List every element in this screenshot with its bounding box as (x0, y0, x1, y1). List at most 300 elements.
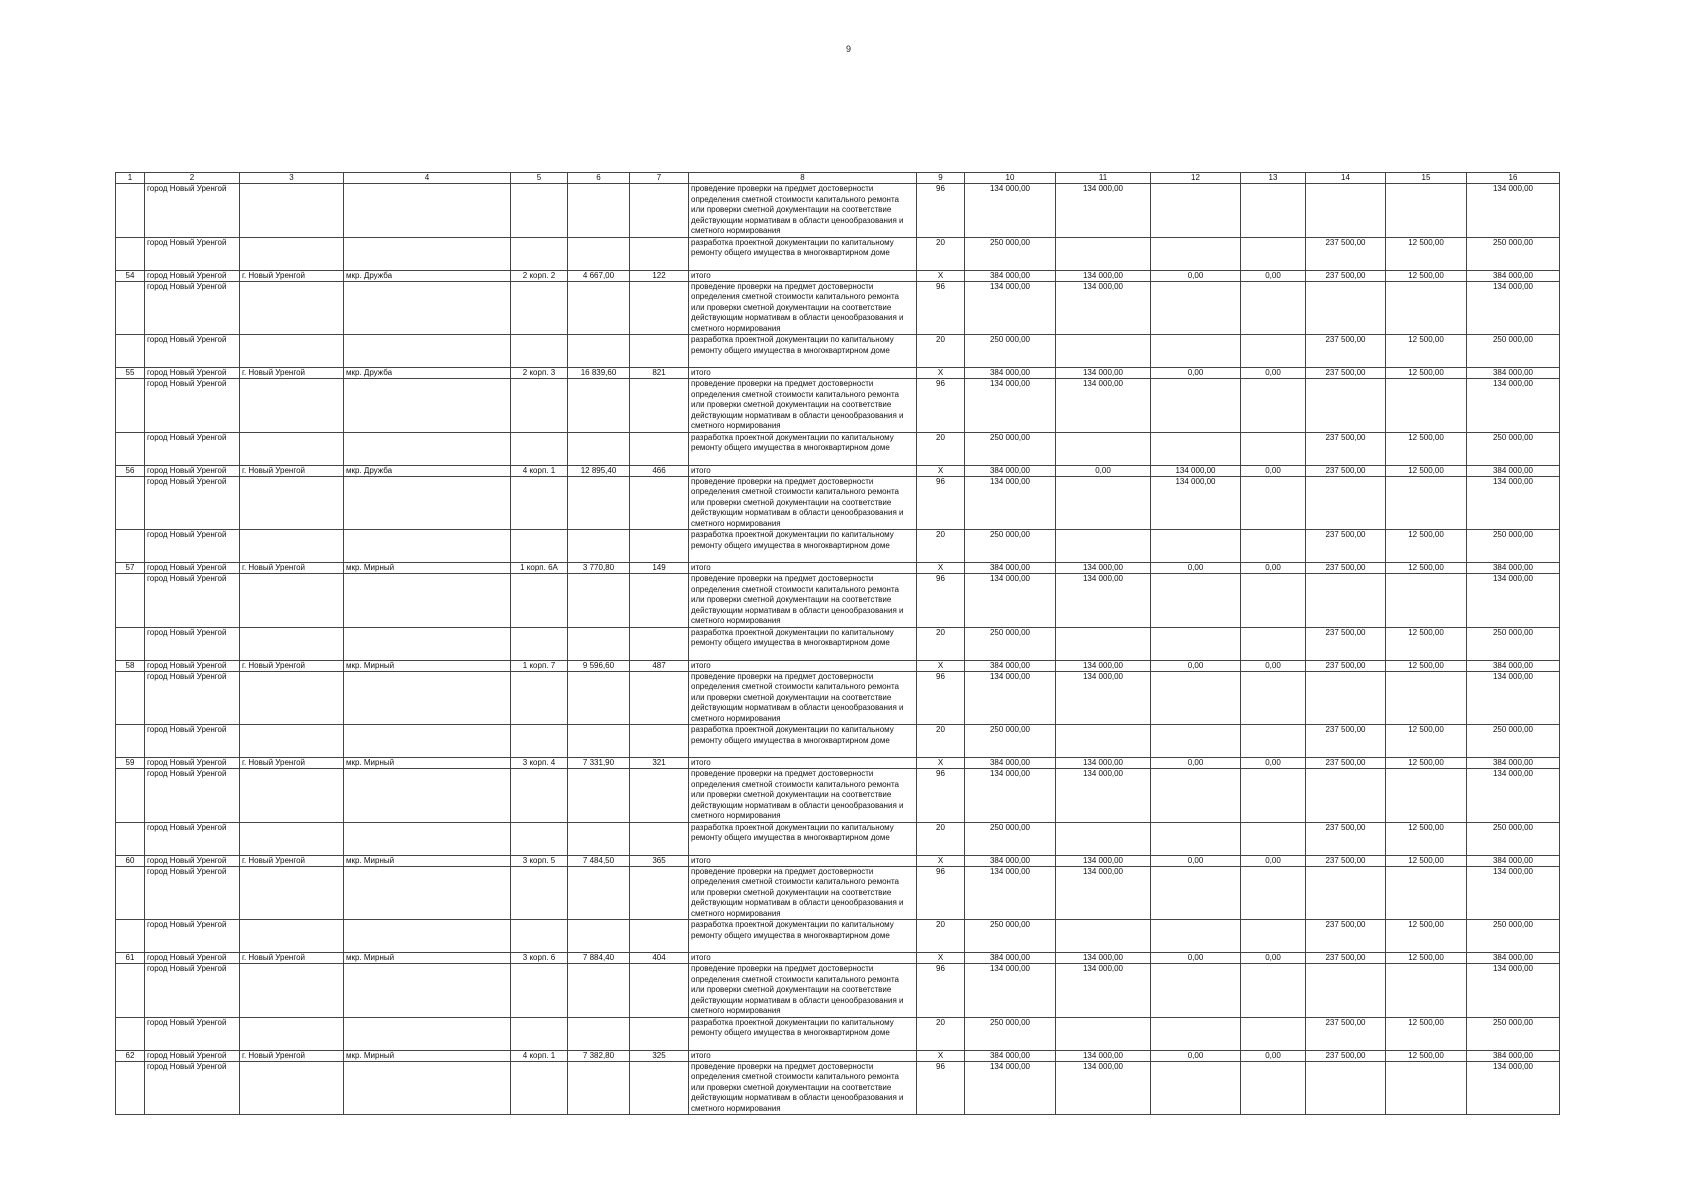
cell-col-16: 134 000,00 (1467, 184, 1560, 238)
cell-col-10: 134 000,00 (965, 184, 1056, 238)
cell-col-15: 12 500,00 (1386, 725, 1467, 758)
header-cell: 10 (965, 173, 1056, 184)
cell-col-6 (568, 574, 630, 628)
cell-col-15 (1386, 281, 1467, 335)
header-cell: 7 (630, 173, 689, 184)
cell-col-7: 466 (630, 465, 689, 476)
cell-col-5 (511, 920, 568, 953)
cell-col-8: разработка проектной документации по капитальному ремонту общего имущества в многоквартирном доме (689, 530, 917, 563)
cell-col-2: город Новый Уренгой (145, 379, 240, 433)
cell-col-15: 12 500,00 (1386, 627, 1467, 660)
cell-col-14: 237 500,00 (1306, 530, 1386, 563)
cell-col-1 (116, 964, 145, 1018)
cell-col-6 (568, 822, 630, 855)
cell-col-10: 250 000,00 (965, 725, 1056, 758)
cell-col-4 (344, 920, 511, 953)
cell-col-12 (1151, 866, 1241, 920)
cell-col-15: 12 500,00 (1386, 465, 1467, 476)
cell-col-8: итого (689, 758, 917, 769)
cell-col-13 (1241, 769, 1306, 823)
cell-col-3: г. Новый Уренгой (240, 1050, 344, 1061)
cell-col-15: 12 500,00 (1386, 822, 1467, 855)
cell-col-6: 9 596,60 (568, 660, 630, 671)
cell-col-8: проведение проверки на предмет достоверности определения сметной стоимости капитального ремонта или проверки сметной документации на соответствие действующим нормативам в области ценообразования и сметного нормирования (689, 769, 917, 823)
cell-col-3 (240, 574, 344, 628)
cell-col-2: город Новый Уренгой (145, 237, 240, 270)
cell-col-6 (568, 920, 630, 953)
total-row (116, 758, 1560, 769)
cell-col-2: город Новый Уренгой (145, 660, 240, 671)
cell-col-7 (630, 920, 689, 953)
cell-col-7 (630, 530, 689, 563)
cell-col-8: проведение проверки на предмет достоверности определения сметной стоимости капитального ремонта или проверки сметной документации на соответствие действующим нормативам в области ценообразования и сметного нормирования (689, 281, 917, 335)
cell-col-1 (116, 920, 145, 953)
cell-col-8: разработка проектной документации по капитальному ремонту общего имущества в многоквартирном доме (689, 920, 917, 953)
cell-col-16: 134 000,00 (1467, 769, 1560, 823)
project-row (116, 432, 1560, 465)
project-row (116, 1017, 1560, 1050)
cell-col-14 (1306, 964, 1386, 1018)
cell-col-15: 12 500,00 (1386, 1050, 1467, 1061)
cell-col-16: 134 000,00 (1467, 379, 1560, 433)
cell-col-16: 250 000,00 (1467, 237, 1560, 270)
check-row (116, 671, 1560, 725)
cell-col-11 (1056, 1017, 1151, 1050)
cell-col-1 (116, 184, 145, 238)
cell-col-16: 384 000,00 (1467, 1050, 1560, 1061)
cell-col-14: 237 500,00 (1306, 953, 1386, 964)
cell-col-5 (511, 281, 568, 335)
cell-col-12 (1151, 237, 1241, 270)
cell-col-14: 237 500,00 (1306, 920, 1386, 953)
cell-col-9: 96 (917, 866, 965, 920)
cell-col-9: 96 (917, 671, 965, 725)
cell-col-7 (630, 1061, 689, 1115)
cell-col-11: 134 000,00 (1056, 769, 1151, 823)
cell-col-4: мкр. Мирный (344, 563, 511, 574)
cell-col-4 (344, 379, 511, 433)
cell-col-9: 20 (917, 335, 965, 368)
cell-col-3 (240, 964, 344, 1018)
cell-col-5: 2 корп. 2 (511, 270, 568, 281)
cell-col-16: 134 000,00 (1467, 281, 1560, 335)
header-cell: 13 (1241, 173, 1306, 184)
cell-col-5 (511, 476, 568, 530)
page-number: 9 (845, 44, 851, 54)
cell-col-8: разработка проектной документации по капитальному ремонту общего имущества в многоквартирном доме (689, 822, 917, 855)
cell-col-12: 134 000,00 (1151, 465, 1241, 476)
cell-col-11: 134 000,00 (1056, 184, 1151, 238)
cell-col-6: 7 382,80 (568, 1050, 630, 1061)
cell-col-10: 134 000,00 (965, 866, 1056, 920)
cell-col-16: 384 000,00 (1467, 660, 1560, 671)
cell-col-5: 3 корп. 6 (511, 953, 568, 964)
cell-col-12 (1151, 964, 1241, 1018)
cell-col-5: 4 корп. 1 (511, 465, 568, 476)
cell-col-16: 250 000,00 (1467, 1017, 1560, 1050)
cell-col-9: 96 (917, 379, 965, 433)
header-cell: 3 (240, 173, 344, 184)
cell-col-4: мкр. Мирный (344, 758, 511, 769)
cell-col-1: 62 (116, 1050, 145, 1061)
cell-col-6: 7 884,40 (568, 953, 630, 964)
cell-col-12: 134 000,00 (1151, 476, 1241, 530)
header-cell: 6 (568, 173, 630, 184)
cell-col-2: город Новый Уренгой (145, 758, 240, 769)
cell-col-2: город Новый Уренгой (145, 964, 240, 1018)
cell-col-1: 55 (116, 368, 145, 379)
cell-col-15 (1386, 379, 1467, 433)
cell-col-10: 134 000,00 (965, 671, 1056, 725)
cell-col-7 (630, 281, 689, 335)
header-cell: 5 (511, 173, 568, 184)
cell-col-10: 134 000,00 (965, 1061, 1056, 1115)
cell-col-13 (1241, 237, 1306, 270)
cell-col-4 (344, 335, 511, 368)
cell-col-10: 134 000,00 (965, 476, 1056, 530)
cell-col-7 (630, 476, 689, 530)
cell-col-3: г. Новый Уренгой (240, 563, 344, 574)
check-row (116, 769, 1560, 823)
cell-col-11: 134 000,00 (1056, 758, 1151, 769)
cell-col-11: 134 000,00 (1056, 379, 1151, 433)
header-cell: 8 (689, 173, 917, 184)
cell-col-8: проведение проверки на предмет достоверности определения сметной стоимости капитального ремонта или проверки сметной документации на соответствие действующим нормативам в области ценообразования и сметного нормирования (689, 184, 917, 238)
cell-col-14: 237 500,00 (1306, 758, 1386, 769)
cell-col-12 (1151, 1017, 1241, 1050)
check-row (116, 281, 1560, 335)
cell-col-4 (344, 964, 511, 1018)
cell-col-15: 12 500,00 (1386, 855, 1467, 866)
cell-col-13 (1241, 866, 1306, 920)
cell-col-15: 12 500,00 (1386, 953, 1467, 964)
cell-col-15 (1386, 574, 1467, 628)
cell-col-2: город Новый Уренгой (145, 530, 240, 563)
cell-col-16: 250 000,00 (1467, 822, 1560, 855)
header-cell: 11 (1056, 173, 1151, 184)
header-cell: 9 (917, 173, 965, 184)
cell-col-7 (630, 432, 689, 465)
cell-col-14: 237 500,00 (1306, 822, 1386, 855)
cell-col-16: 384 000,00 (1467, 368, 1560, 379)
cell-col-7 (630, 574, 689, 628)
cell-col-6 (568, 476, 630, 530)
cell-col-5 (511, 574, 568, 628)
cell-col-6 (568, 769, 630, 823)
table-body (116, 173, 1560, 1115)
cell-col-13 (1241, 1061, 1306, 1115)
cell-col-6 (568, 1017, 630, 1050)
cell-col-2: город Новый Уренгой (145, 920, 240, 953)
cell-col-5: 3 корп. 5 (511, 855, 568, 866)
cell-col-14: 237 500,00 (1306, 627, 1386, 660)
cell-col-8: проведение проверки на предмет достоверности определения сметной стоимости капитального ремонта или проверки сметной документации на соответствие действующим нормативам в области ценообразования и сметного нормирования (689, 1061, 917, 1115)
cell-col-5 (511, 432, 568, 465)
cell-col-10: 134 000,00 (965, 574, 1056, 628)
cell-col-1 (116, 671, 145, 725)
cell-col-3 (240, 920, 344, 953)
cell-col-7 (630, 769, 689, 823)
cell-col-4: мкр. Дружба (344, 465, 511, 476)
cell-col-4 (344, 184, 511, 238)
cell-col-3: г. Новый Уренгой (240, 368, 344, 379)
cell-col-13: 0,00 (1241, 1050, 1306, 1061)
cell-col-9: Х (917, 270, 965, 281)
cell-col-11: 134 000,00 (1056, 270, 1151, 281)
cell-col-9: Х (917, 855, 965, 866)
cell-col-9: 20 (917, 920, 965, 953)
cell-col-9: 20 (917, 530, 965, 563)
cell-col-12 (1151, 627, 1241, 660)
cell-col-7 (630, 237, 689, 270)
cell-col-6 (568, 725, 630, 758)
cell-col-16: 134 000,00 (1467, 866, 1560, 920)
cell-col-16: 134 000,00 (1467, 671, 1560, 725)
cell-col-9: 20 (917, 725, 965, 758)
cell-col-14: 237 500,00 (1306, 563, 1386, 574)
cell-col-12 (1151, 822, 1241, 855)
cell-col-14: 237 500,00 (1306, 660, 1386, 671)
cell-col-10: 384 000,00 (965, 563, 1056, 574)
header-cell: 2 (145, 173, 240, 184)
cell-col-14: 237 500,00 (1306, 855, 1386, 866)
cell-col-7 (630, 671, 689, 725)
cell-col-11: 134 000,00 (1056, 855, 1151, 866)
project-row (116, 920, 1560, 953)
cell-col-13 (1241, 1017, 1306, 1050)
cell-col-13: 0,00 (1241, 563, 1306, 574)
check-row (116, 476, 1560, 530)
cell-col-10: 250 000,00 (965, 1017, 1056, 1050)
cell-col-12: 0,00 (1151, 368, 1241, 379)
cell-col-13 (1241, 725, 1306, 758)
cell-col-2: город Новый Уренгой (145, 866, 240, 920)
cell-col-5 (511, 627, 568, 660)
cell-col-14 (1306, 379, 1386, 433)
cell-col-3: г. Новый Уренгой (240, 465, 344, 476)
cell-col-1: 59 (116, 758, 145, 769)
cell-col-14 (1306, 769, 1386, 823)
cell-col-4 (344, 1061, 511, 1115)
cell-col-16: 250 000,00 (1467, 530, 1560, 563)
cell-col-11: 134 000,00 (1056, 964, 1151, 1018)
cell-col-16: 250 000,00 (1467, 920, 1560, 953)
cell-col-11 (1056, 627, 1151, 660)
cell-col-9: 96 (917, 574, 965, 628)
capital-repair-table (115, 172, 1560, 1115)
cell-col-9: Х (917, 953, 965, 964)
cell-col-14 (1306, 476, 1386, 530)
cell-col-1: 54 (116, 270, 145, 281)
cell-col-13 (1241, 476, 1306, 530)
check-row (116, 964, 1560, 1018)
cell-col-5 (511, 237, 568, 270)
header-cell: 4 (344, 173, 511, 184)
cell-col-4 (344, 671, 511, 725)
cell-col-15: 12 500,00 (1386, 758, 1467, 769)
cell-col-5 (511, 822, 568, 855)
cell-col-7 (630, 627, 689, 660)
cell-col-7 (630, 184, 689, 238)
cell-col-14: 237 500,00 (1306, 465, 1386, 476)
header-cell: 16 (1467, 173, 1560, 184)
cell-col-1 (116, 1017, 145, 1050)
cell-col-8: итого (689, 563, 917, 574)
cell-col-13: 0,00 (1241, 660, 1306, 671)
cell-col-10: 134 000,00 (965, 769, 1056, 823)
cell-col-12 (1151, 335, 1241, 368)
cell-col-15: 12 500,00 (1386, 368, 1467, 379)
project-row (116, 822, 1560, 855)
cell-col-9: 20 (917, 1017, 965, 1050)
cell-col-1 (116, 530, 145, 563)
cell-col-7 (630, 379, 689, 433)
cell-col-7: 122 (630, 270, 689, 281)
cell-col-16: 250 000,00 (1467, 432, 1560, 465)
cell-col-11 (1056, 476, 1151, 530)
cell-col-13: 0,00 (1241, 270, 1306, 281)
cell-col-8: проведение проверки на предмет достоверности определения сметной стоимости капитального ремонта или проверки сметной документации на соответствие действующим нормативам в области ценообразования и сметного нормирования (689, 671, 917, 725)
cell-col-12: 0,00 (1151, 1050, 1241, 1061)
cell-col-8: разработка проектной документации по капитальному ремонту общего имущества в многоквартирном доме (689, 335, 917, 368)
cell-col-1: 58 (116, 660, 145, 671)
cell-col-13: 0,00 (1241, 368, 1306, 379)
cell-col-3: г. Новый Уренгой (240, 758, 344, 769)
cell-col-4 (344, 822, 511, 855)
cell-col-6 (568, 184, 630, 238)
cell-col-8: итого (689, 660, 917, 671)
cell-col-3: г. Новый Уренгой (240, 855, 344, 866)
cell-col-3 (240, 822, 344, 855)
cell-col-11: 134 000,00 (1056, 660, 1151, 671)
cell-col-9: Х (917, 758, 965, 769)
cell-col-5 (511, 769, 568, 823)
cell-col-9: 20 (917, 822, 965, 855)
cell-col-4 (344, 866, 511, 920)
cell-col-2: город Новый Уренгой (145, 335, 240, 368)
cell-col-14 (1306, 866, 1386, 920)
cell-col-10: 384 000,00 (965, 660, 1056, 671)
cell-col-12 (1151, 769, 1241, 823)
cell-col-8: разработка проектной документации по капитальному ремонту общего имущества в многоквартирном доме (689, 725, 917, 758)
cell-col-2: город Новый Уренгой (145, 627, 240, 660)
cell-col-4 (344, 281, 511, 335)
cell-col-11 (1056, 335, 1151, 368)
cell-col-13 (1241, 281, 1306, 335)
cell-col-8: итого (689, 1050, 917, 1061)
cell-col-4 (344, 725, 511, 758)
cell-col-2: город Новый Уренгой (145, 281, 240, 335)
cell-col-16: 134 000,00 (1467, 964, 1560, 1018)
cell-col-14: 237 500,00 (1306, 1050, 1386, 1061)
cell-col-6 (568, 671, 630, 725)
cell-col-10: 134 000,00 (965, 964, 1056, 1018)
cell-col-8: итого (689, 270, 917, 281)
cell-col-11: 0,00 (1056, 465, 1151, 476)
cell-col-6 (568, 866, 630, 920)
cell-col-5: 1 корп. 6А (511, 563, 568, 574)
cell-col-5: 1 корп. 7 (511, 660, 568, 671)
cell-col-4 (344, 432, 511, 465)
cell-col-5: 2 корп. 3 (511, 368, 568, 379)
cell-col-11 (1056, 530, 1151, 563)
cell-col-13: 0,00 (1241, 953, 1306, 964)
cell-col-8: разработка проектной документации по капитальному ремонту общего имущества в многоквартирном доме (689, 237, 917, 270)
cell-col-6 (568, 530, 630, 563)
cell-col-7: 365 (630, 855, 689, 866)
cell-col-7: 404 (630, 953, 689, 964)
cell-col-6: 16 839,60 (568, 368, 630, 379)
cell-col-10: 384 000,00 (965, 1050, 1056, 1061)
cell-col-3 (240, 237, 344, 270)
project-row (116, 335, 1560, 368)
cell-col-11 (1056, 432, 1151, 465)
cell-col-5 (511, 725, 568, 758)
cell-col-13 (1241, 574, 1306, 628)
cell-col-6 (568, 1061, 630, 1115)
cell-col-7: 149 (630, 563, 689, 574)
cell-col-7: 321 (630, 758, 689, 769)
cell-col-11: 134 000,00 (1056, 368, 1151, 379)
cell-col-9: Х (917, 660, 965, 671)
cell-col-13 (1241, 627, 1306, 660)
cell-col-16: 384 000,00 (1467, 465, 1560, 476)
cell-col-3 (240, 866, 344, 920)
cell-col-12: 0,00 (1151, 855, 1241, 866)
cell-col-14: 237 500,00 (1306, 368, 1386, 379)
cell-col-12 (1151, 574, 1241, 628)
cell-col-15 (1386, 671, 1467, 725)
cell-col-4: мкр. Мирный (344, 1050, 511, 1061)
cell-col-3 (240, 184, 344, 238)
cell-col-15: 12 500,00 (1386, 1017, 1467, 1050)
cell-col-1 (116, 379, 145, 433)
cell-col-15: 12 500,00 (1386, 563, 1467, 574)
column-number-header-row (116, 173, 1560, 184)
header-cell: 12 (1151, 173, 1241, 184)
cell-col-6 (568, 335, 630, 368)
cell-col-2: город Новый Уренгой (145, 671, 240, 725)
cell-col-6: 3 770,80 (568, 563, 630, 574)
cell-col-9: Х (917, 368, 965, 379)
cell-col-11: 134 000,00 (1056, 1050, 1151, 1061)
cell-col-15 (1386, 184, 1467, 238)
header-cell: 15 (1386, 173, 1467, 184)
check-row (116, 379, 1560, 433)
cell-col-11 (1056, 237, 1151, 270)
cell-col-2: город Новый Уренгой (145, 563, 240, 574)
cell-col-4: мкр. Дружба (344, 368, 511, 379)
cell-col-15: 12 500,00 (1386, 920, 1467, 953)
cell-col-13: 0,00 (1241, 758, 1306, 769)
cell-col-5 (511, 866, 568, 920)
cell-col-1 (116, 866, 145, 920)
cell-col-7 (630, 866, 689, 920)
cell-col-2: город Новый Уренгой (145, 1050, 240, 1061)
cell-col-10: 250 000,00 (965, 335, 1056, 368)
cell-col-10: 134 000,00 (965, 281, 1056, 335)
total-row (116, 660, 1560, 671)
cell-col-4 (344, 476, 511, 530)
total-row (116, 465, 1560, 476)
cell-col-4 (344, 237, 511, 270)
cell-col-15: 12 500,00 (1386, 270, 1467, 281)
cell-col-8: проведение проверки на предмет достоверности определения сметной стоимости капитального ремонта или проверки сметной документации на соответствие действующим нормативам в области ценообразования и сметного нормирования (689, 866, 917, 920)
cell-col-8: проведение проверки на предмет достоверности определения сметной стоимости капитального ремонта или проверки сметной документации на соответствие действующим нормативам в области ценообразования и сметного нормирования (689, 476, 917, 530)
total-row (116, 855, 1560, 866)
cell-col-14: 237 500,00 (1306, 1017, 1386, 1050)
cell-col-15: 12 500,00 (1386, 335, 1467, 368)
